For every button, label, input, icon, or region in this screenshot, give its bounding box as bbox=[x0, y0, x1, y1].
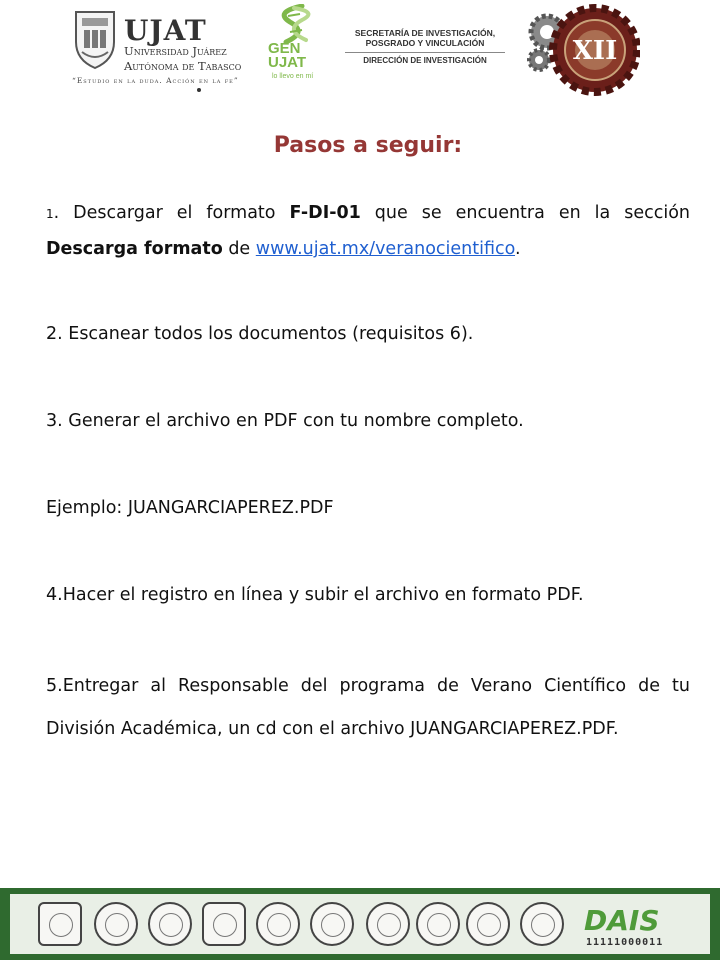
division-logo-7-icon bbox=[366, 902, 410, 946]
gen-ujat-logo bbox=[268, 4, 328, 84]
step-1-text-a: . Descargar el formato bbox=[53, 203, 290, 223]
footer-banner bbox=[0, 888, 720, 960]
gen-ujat-brand: GEN UJAT bbox=[268, 40, 307, 71]
division-logo-2-icon bbox=[94, 902, 138, 946]
division-logo-3-icon bbox=[148, 902, 192, 946]
step-1-text-c: de bbox=[222, 239, 256, 259]
dais-code: 11111000011 bbox=[586, 937, 664, 948]
ujat-full-name-line1: Universidad Juárez bbox=[124, 44, 227, 58]
footer-logos bbox=[10, 894, 710, 954]
header bbox=[0, 0, 720, 100]
ujat-dot bbox=[197, 88, 201, 92]
section-name: Descarga formato bbox=[46, 239, 223, 259]
ujat-seal-icon bbox=[72, 8, 118, 70]
step-1-text-d: . bbox=[515, 239, 521, 259]
division-logo-1-icon bbox=[38, 902, 82, 946]
division-logo-8-icon bbox=[416, 902, 460, 946]
ujat-full-name-line2: Autónoma de Tabasco bbox=[124, 59, 242, 73]
xii-gear-logo bbox=[525, 2, 640, 97]
secretaria-line1: SECRETARÍA DE INVESTIGACIÓN, bbox=[354, 28, 496, 38]
steps-content bbox=[46, 196, 690, 751]
step-1-number: 1 bbox=[46, 207, 54, 221]
secretaria-block bbox=[345, 28, 505, 65]
gen-ujat-tagline: lo llevo en mí bbox=[272, 73, 314, 80]
page-title: Pasos a seguir: bbox=[273, 133, 463, 158]
secretaria-line2: POSGRADO Y VINCULACIÓN bbox=[365, 38, 485, 48]
example-filename: Ejemplo: JUANGARCIAPEREZ.PDF bbox=[46, 498, 334, 518]
step-2: 2. Escanear todos los documentos (requisitos 6). bbox=[46, 324, 474, 344]
dais-logo bbox=[578, 900, 698, 950]
step-1-text-b: que se encuentra en la sección bbox=[360, 203, 691, 223]
verano-link[interactable]: www.ujat.mx/veranocientifico bbox=[255, 239, 516, 259]
ujat-motto: “Estudio en la duda. Acción en la fe” bbox=[72, 76, 239, 85]
step-1 bbox=[46, 196, 690, 267]
division-logo-4-icon bbox=[202, 902, 246, 946]
dna-icon bbox=[268, 4, 328, 44]
ujat-name: UJAT bbox=[124, 14, 207, 47]
format-code: F-DI-01 bbox=[289, 203, 361, 223]
division-logo-5-icon bbox=[256, 902, 300, 946]
division-logo-10-icon bbox=[520, 902, 564, 946]
xii-label: XII bbox=[572, 36, 618, 66]
step-3: 3. Generar el archivo en PDF con tu nombre completo. bbox=[46, 411, 524, 431]
division-logo-9-icon bbox=[466, 902, 510, 946]
step-5: 5.Entregar al Responsable del programa de Verano Científico de tu División Académica, un cd con el archivo JUANGARCIAPEREZ.PDF. bbox=[46, 676, 690, 739]
dais-label: DAIS bbox=[584, 904, 660, 937]
direccion-investigacion: DIRECCIÓN DE INVESTIGACIÓN bbox=[363, 56, 487, 65]
step-4: 4.Hacer el registro en línea y subir el archivo en formato PDF. bbox=[46, 585, 584, 605]
division-logo-6-icon bbox=[310, 902, 354, 946]
secretaria-divider bbox=[345, 52, 505, 53]
